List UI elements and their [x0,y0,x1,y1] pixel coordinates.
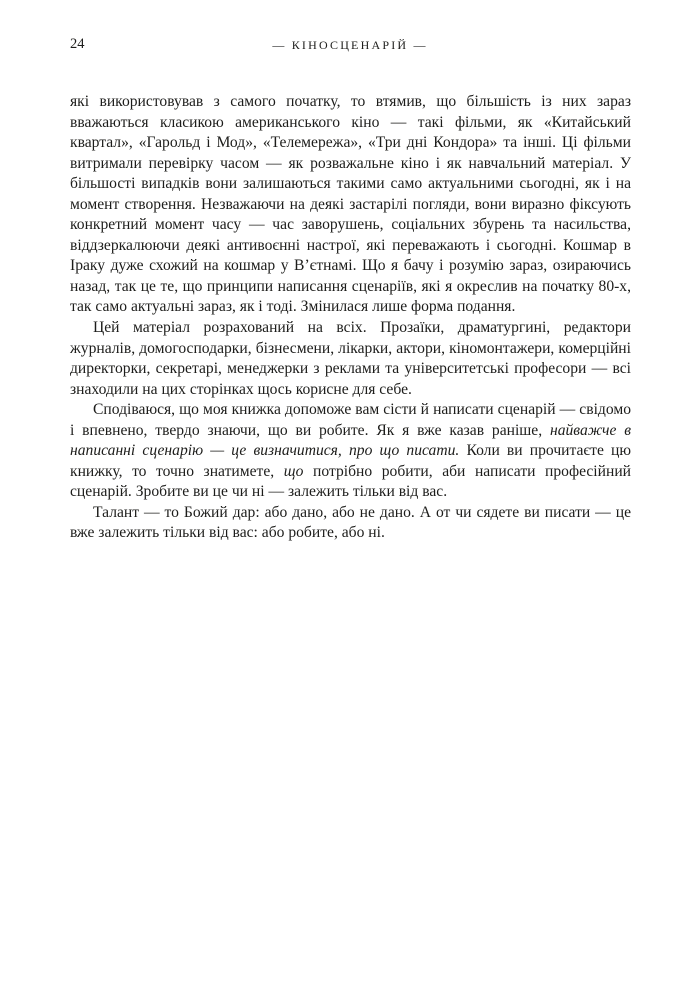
text-run: Коли ви прочитаєте цю книжку, то точно знатимете, [70,442,632,480]
paragraph [70,400,631,503]
running-head: — КІНОСЦЕНАРІЙ — [272,38,428,52]
text-run: які використовував з самого початку, то втямив, що більшість із них зараз вважаються класикою американського кіно — такі фільми, як «Китайський квартал», «Гарольд і Мод», «Телемережа», «Три дні Кондора» та інші. Ці фільми витримали перевірку часом — як розважальне кіно і як навчальний матеріал. У більшості випадків вони залишаються такими само актуальними сьогодні, як і на момент створення. Незважаючи на деякі застарілі погляди, вони виразно фіксують конкретний момент часу — час заворушень, соціальних збурень та насильства, віддзеркалюючи деякі антивоєнні настрої, які переважають і сьогодні. Кошмар в Іраку дуже схожий на кошмар у В’єтнамі. Що я бачу і розумію зараз, озираючись назад, так це те, що принципи написання сценаріїв, які я окреслив на початку 80-х, так само актуальні зараз, як і тоді. Змінилася лише форма подання. [70,93,631,316]
page-number: 24 [70,36,85,52]
text-run-italic: найважче в написанні сценарію — це визначитися, про що писати. [70,421,631,460]
page-header [0,0,700,70]
text-run: потрібно робити, аби написати професійний сценарій. Зробите ви це чи ні — залежить тільки від вас. [70,462,632,501]
paragraph [70,92,631,318]
text-run-italic: що [283,462,304,480]
paragraph [70,503,631,544]
paragraph [70,318,631,400]
text-run: Сподіваюся, що моя книжка допоможе вам сісти й написати сценарій — свідомо і впевнено, твердо знаючи, що ви робите. Як я вже казав раніше, [70,401,631,439]
page-body [70,92,631,544]
text-run: Талант — то Божий дар: або дано, або не дано. А от чи сядете ви писати — це вже залежить тільки від вас: або робите, або ні. [70,503,631,542]
text-run: Цей матеріал розрахований на всіх. Прозаїки, драматургині, редактори журналів, домогосподарки, бізнесмени, лікарки, актори, кіномонтажери, комерційні директорки, секретарі, менеджерки з реклами та університетські професори — всі знаходили на цих сторінках щось корисне для себе. [70,319,631,398]
